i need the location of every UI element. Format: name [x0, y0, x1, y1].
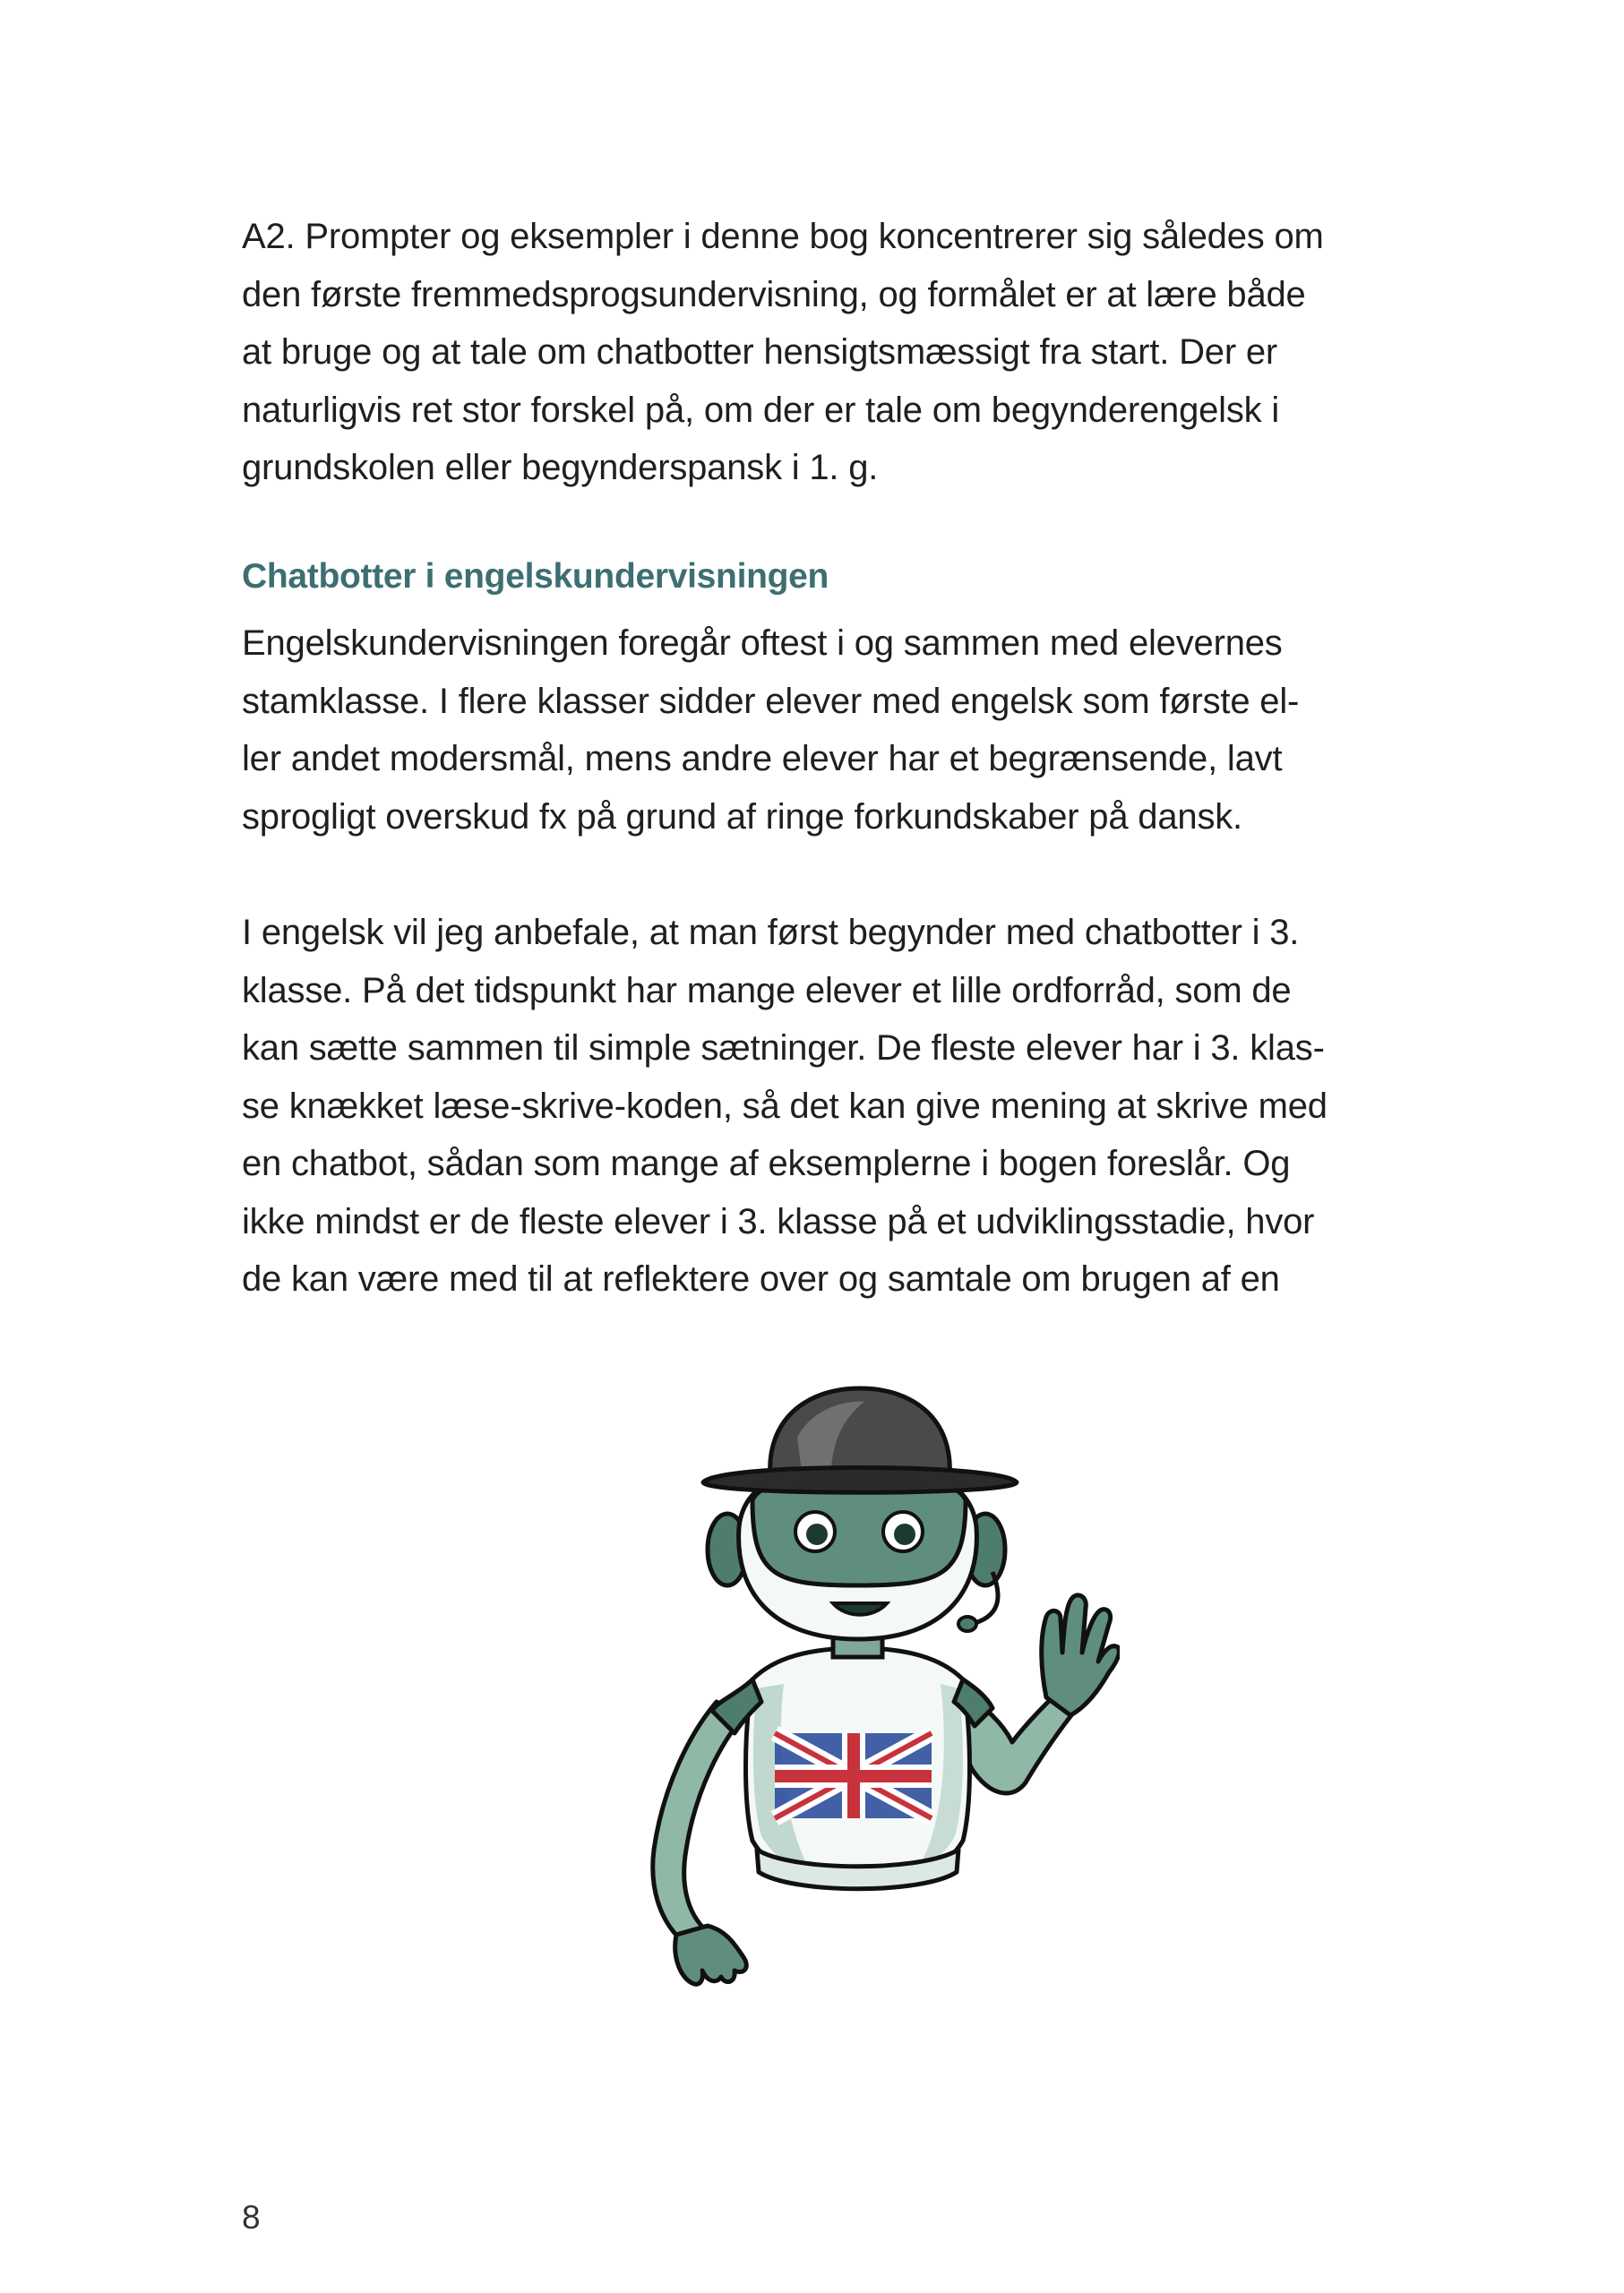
text-line: en chatbot, sådan som mange af eksemplerne i bogen foreslår. Og	[242, 1144, 1291, 1183]
text-line: ler andet modersmål, mens andre elever har et begrænsende, lavt	[242, 739, 1283, 778]
text-line: kan sætte sammen til simple sætninger. De fleste elever har i 3. klas-	[242, 1028, 1325, 1068]
text-line: de kan være med til at reflektere over og samtale om brugen af en	[242, 1259, 1280, 1299]
paragraph-2	[242, 614, 1406, 846]
text-line: klasse. På det tidspunkt har mange elever et lille ordforråd, som de	[242, 970, 1292, 1010]
text-line: grundskolen eller begynderspansk i 1. g.	[242, 448, 879, 487]
robot-with-bowler-hat-icon	[618, 1384, 1120, 2002]
text-line: at bruge og at tale om chatbotter hensigtsmæssigt fra start. Der er	[242, 332, 1278, 372]
text-line: sprogligt overskud fx på grund af ringe forkundskaber på dansk.	[242, 796, 1242, 837]
paragraph-3	[242, 904, 1406, 1309]
text-line: ikke mindst er de fleste elever i 3. klasse på et udviklingsstadie, hvor	[242, 1201, 1315, 1241]
text-line: A2. Prompter og eksempler i denne bog koncentrerer sig således om	[242, 217, 1324, 256]
paragraph-1	[242, 208, 1406, 497]
text-line: Engelskundervisningen foregår oftest i og sammen med elevernes	[242, 623, 1283, 663]
text-line: se knækket læse-skrive-koden, så det kan give mening at skrive med	[242, 1086, 1328, 1126]
text-line: den første fremmedsprogsundervisning, og formålet er at lære både	[242, 274, 1306, 314]
text-line: stamklasse. I flere klasser sidder elever med engelsk som første el-	[242, 681, 1300, 721]
union-jack-icon	[775, 1733, 932, 1818]
text-line: I engelsk vil jeg anbefale, at man først begynder med chatbotter i 3.	[242, 913, 1300, 952]
section-heading: Chatbotter i engelskundervisningen	[242, 557, 829, 596]
text-line: naturligvis ret stor forskel på, om der er tale om begynderengelsk i	[242, 390, 1280, 430]
page-number: 8	[242, 2199, 261, 2236]
